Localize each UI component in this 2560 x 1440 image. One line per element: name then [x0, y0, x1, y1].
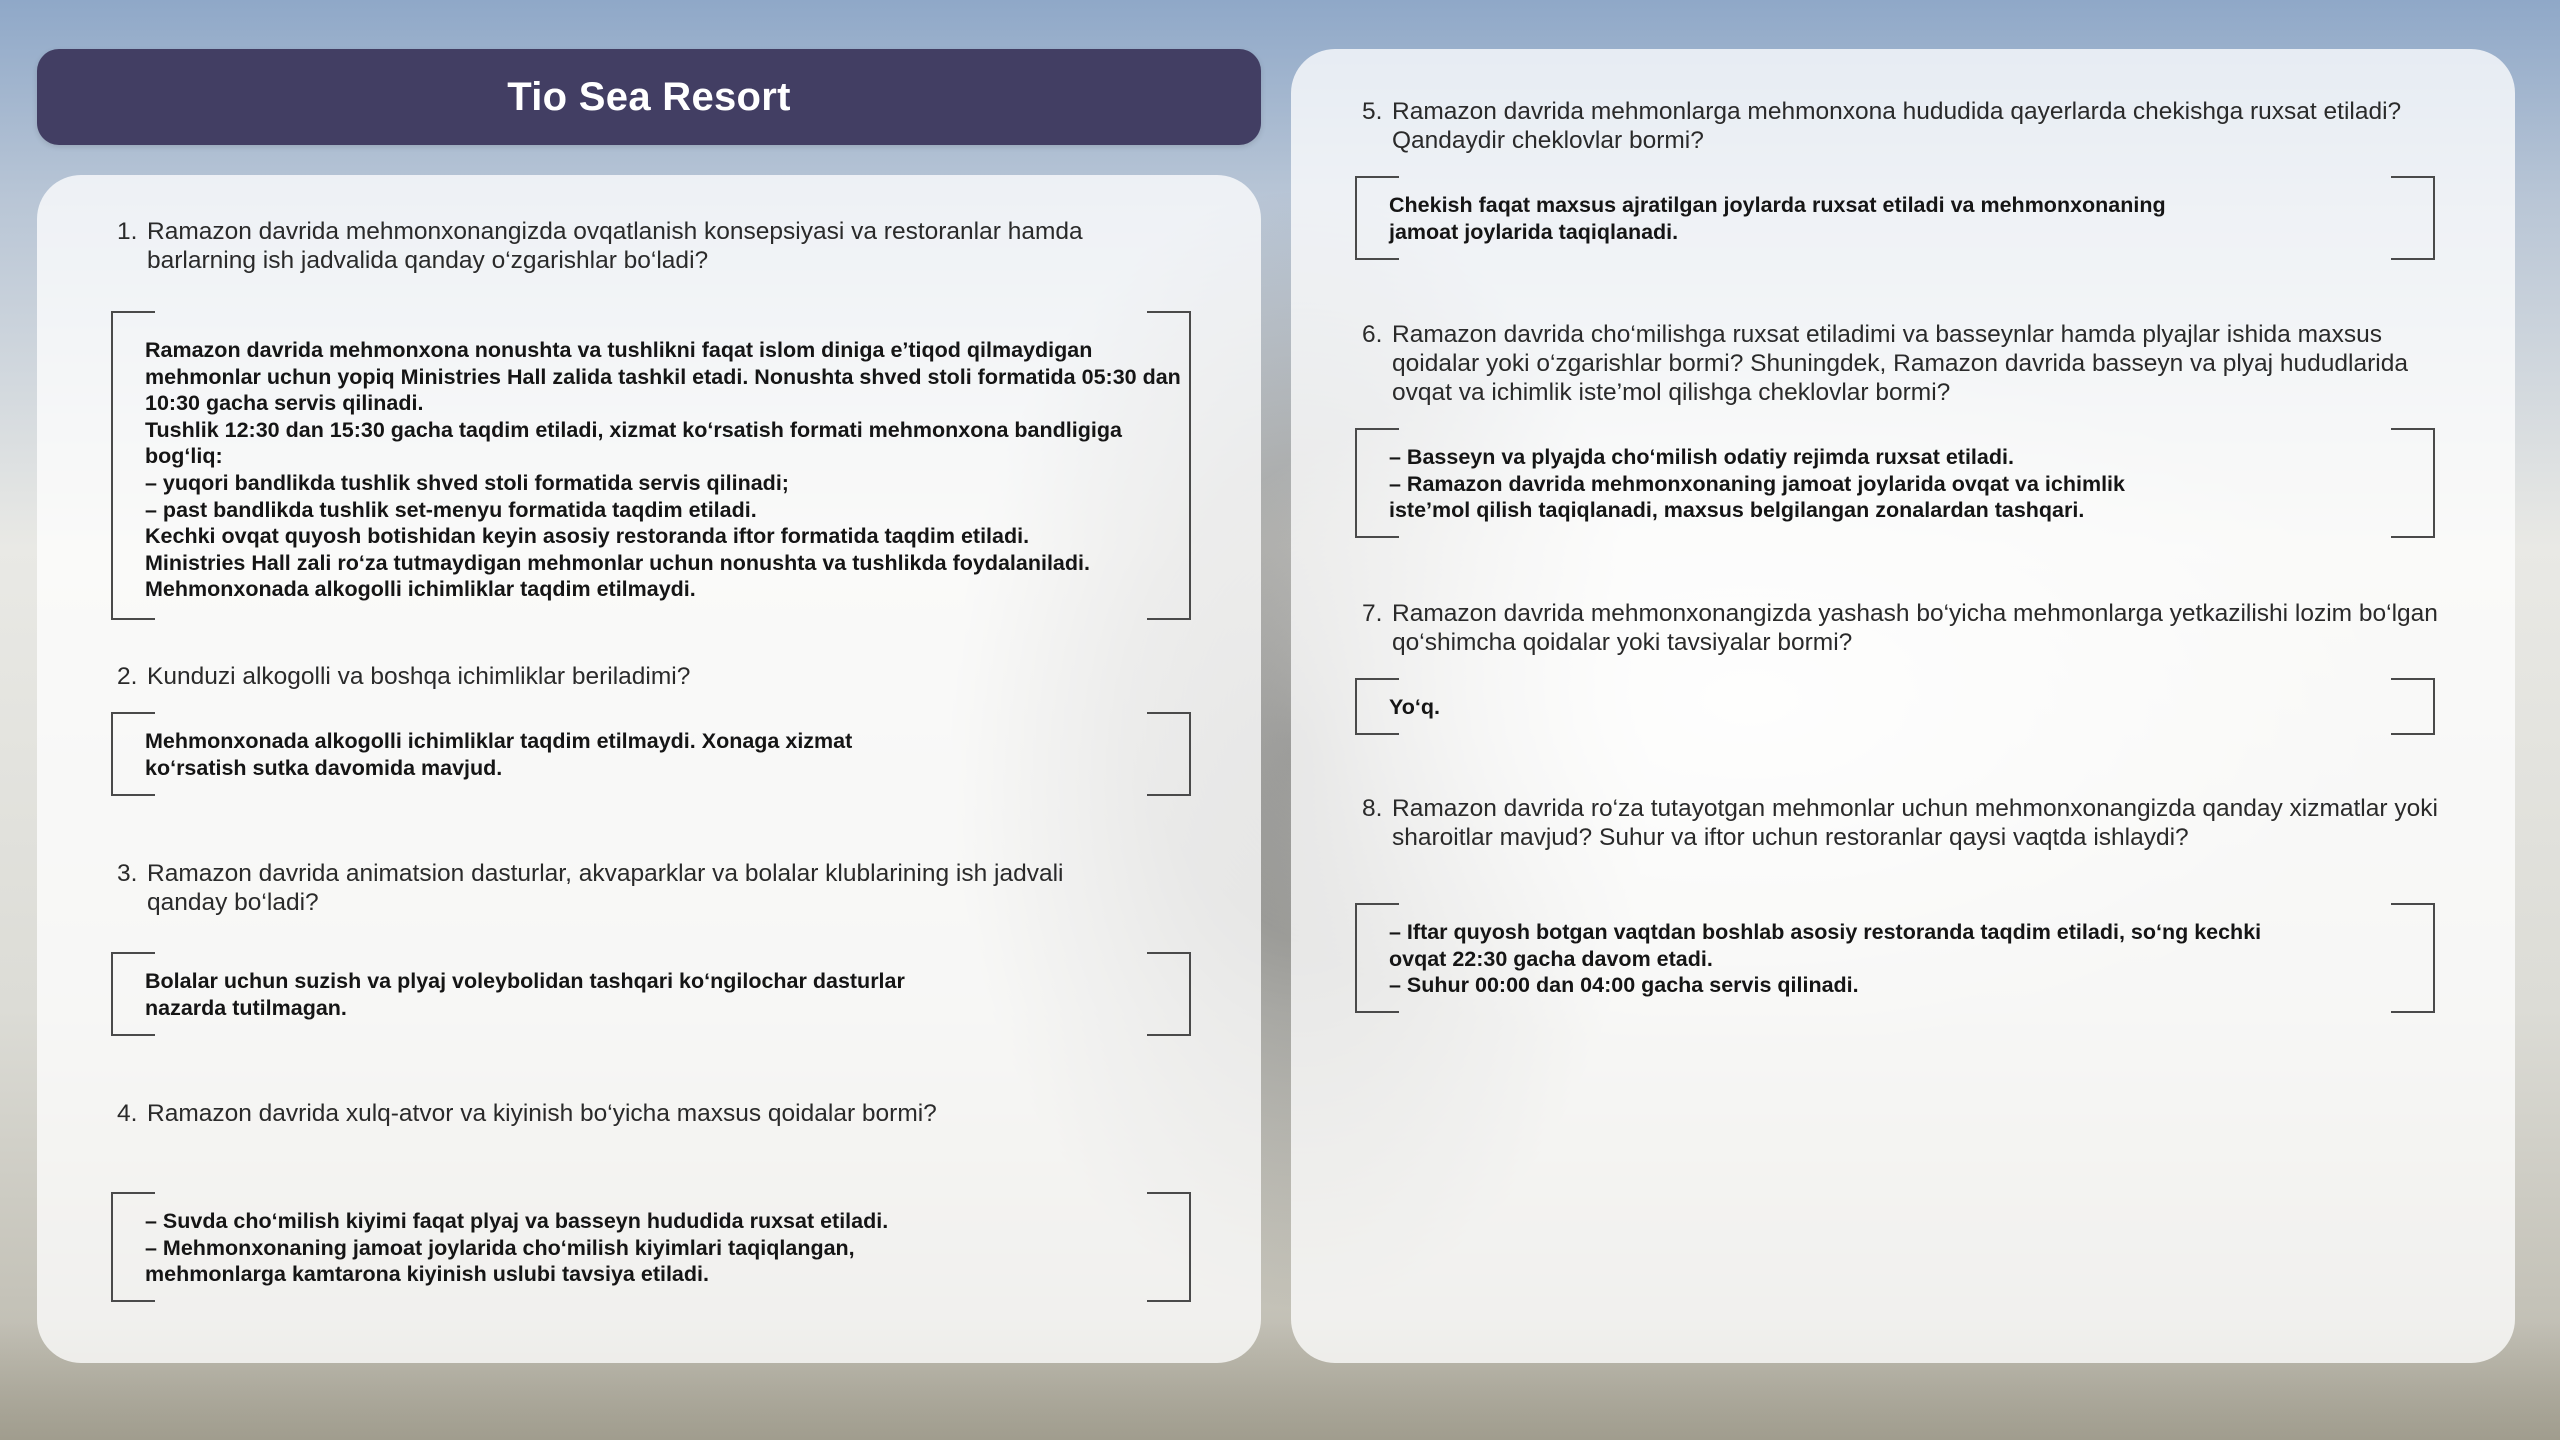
question-text: Ramazon davrida ro‘za tutayotgan mehmonlar uchun mehmonxonangizda qanday xizmatlar yoki sharoitlar mavjud? Suhur va iftor uchun restoranlar qaysi vaqtda ishlaydi? [1392, 795, 2438, 851]
question-text: Ramazon davrida mehmonlarga mehmonxona hududida qayerlarda chekishga ruxsat etiladi? Qandaydir cheklovlar bormi? [1392, 98, 2402, 154]
answer-text: Ramazon davrida mehmonxona nonushta va tushlikni faqat islom diniga e’tiqod qilmaydigan mehmonlar uchun yopiq Ministries Hall zalida tashkil etadi. Nonushta shved stoli formatida 05:30 dan 10:30 gacha servis qilinadi. Tushlik 12:30 dan 15:30 gacha taqdim etiladi, xizmat ko‘rsatish formati mehmonxona bandligiga bog‘liq: – yuqori bandlikda tushlik shved stoli formatida servis qilinadi; – past bandlikda tushlik set-menyu formatida taqdim etiladi. Kechki ovqat quyosh botishidan keyin asosiy restoranda iftor formatida taqdim etiladi. Ministries Hall zali ro‘za tutmaydigan mehmonlar uchun nonushta va tushlikda foydalaniladi. Mehmonxonada alkogolli ichimliklar taqdim etilmaydi. [145, 338, 1181, 602]
faq-item-2 [117, 662, 1127, 691]
question-number: 6. [1362, 321, 1383, 348]
question-text: Ramazon davrida mehmonxonangizda yashash bo‘yicha mehmonlarga yetkazilishi lozim bo‘lgan qo‘shimcha qoidalar yoki tavsiyalar bormi? [1392, 600, 2438, 656]
question-text: Ramazon davrida mehmonxonangizda ovqatlanish konsepsiyasi va restoranlar hamda barlarning ish jadvalida qanday o‘zgarishlar bo‘ladi? [147, 218, 1083, 274]
faq-item-8 [1362, 794, 2462, 852]
faq-item-3 [117, 859, 1127, 917]
faq-item-7 [1362, 599, 2462, 657]
question-number: 1. [117, 218, 138, 245]
question-number: 3. [117, 860, 138, 887]
question-number: 5. [1362, 98, 1383, 125]
answer-text: Mehmonxonada alkogolli ichimliklar taqdim etilmaydi. Xonaga xizmat ko‘rsatish sutka davomida mavjud. [145, 729, 853, 780]
answer-text: – Suvda cho‘milish kiyimi faqat plyaj va basseyn hududida ruxsat etiladi. – Mehmonxonaning jamoat joylarida cho‘milish kiyimlari taqiqlangan, mehmonlarga kamtarona kiyinish uslubi tavsiya etiladi. [145, 1209, 889, 1287]
faq-item-6 [1362, 320, 2462, 407]
answer-text: Bolalar uchun suzish va plyaj voleybolidan tashqari ko‘ngilochar dasturlar nazarda tutilmagan. [145, 969, 905, 1020]
answer-text: – Iftar quyosh botgan vaqtdan boshlab asosiy restoranda taqdim etiladi, so‘ng kechki ovqat 22:30 gacha davom etadi. – Suhur 00:00 dan 04:00 gacha servis qilinadi. [1389, 920, 2262, 998]
title-banner [37, 49, 1261, 145]
question-text: Ramazon davrida xulq-atvor va kiyinish bo‘yicha maxsus qoidalar bormi? [147, 1100, 937, 1127]
answer-text: – Basseyn va plyajda cho‘milish odatiy rejimda ruxsat etiladi. – Ramazon davrida mehmonxonaning jamoat joylarida ovqat va ichimlik iste’mol qilish taqiqlanadi, maxsus belgilangan zonalardan tashqari. [1389, 445, 2125, 523]
question-text: Ramazon davrida animatsion dasturlar, akvaparklar va bolalar klublarining ish jadvali qanday bo‘ladi? [147, 860, 1064, 916]
question [117, 217, 1127, 275]
question-number: 7. [1362, 600, 1383, 627]
question [117, 662, 1127, 691]
faq-item-1 [117, 217, 1127, 275]
question-number: 8. [1362, 795, 1383, 822]
question-text: Ramazon davrida cho‘milishga ruxsat etiladimi va basseynlar hamda plyajlar ishida maxsus qoidalar yoki o‘zgarishlar bormi? Shuningdek, Ramazon davrida basseyn va plyaj hududlarida ovqat va ichimlik iste’mol qilishga cheklovlar bormi? [1392, 321, 2408, 406]
question [1362, 320, 2462, 407]
question-text: Kunduzi alkogolli va boshqa ichimliklar beriladimi? [147, 663, 691, 690]
question [1362, 97, 2462, 155]
question [117, 1099, 1127, 1128]
question [1362, 794, 2462, 852]
faq-item-5 [1362, 97, 2462, 155]
answer-text: Yo‘q. [1389, 695, 1440, 719]
question [117, 859, 1127, 917]
page-title: Tio Sea Resort [507, 74, 791, 119]
faq-item-4 [117, 1099, 1127, 1128]
question [1362, 599, 2462, 657]
question-number: 2. [117, 663, 138, 690]
answer-text: Chekish faqat maxsus ajratilgan joylarda ruxsat etiladi va mehmonxonaning jamoat joylarida taqiqlanadi. [1389, 193, 2166, 244]
question-number: 4. [117, 1100, 138, 1127]
